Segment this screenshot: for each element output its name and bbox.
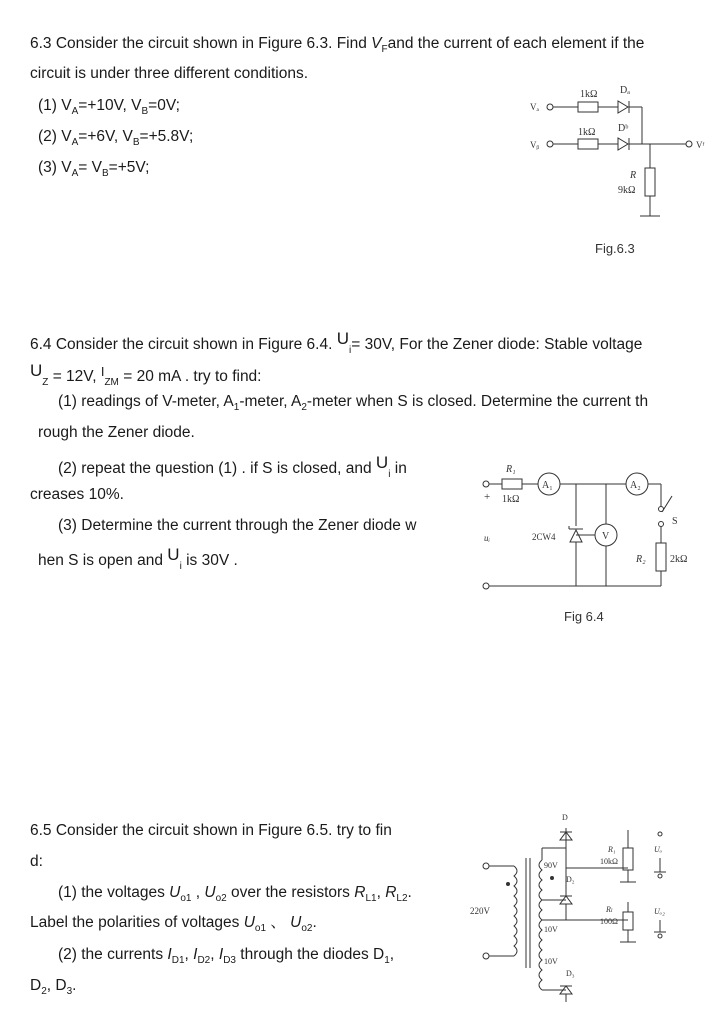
p64-line-2: $U_Z = 12V$, $^I_{ZM}$ = 20 mA . try to find: [30,361,262,389]
p65-line-4: Label the polarities of voltages $U_{o1}$ 、 $U_{o2}$. [30,914,317,935]
fig64-a2-label: A₂ [630,480,641,491]
fig63-da-label: Dₐ [620,85,630,96]
p63-line-1: 6.3 Consider the circuit shown in Figure 6.3. Find $V_Fand$ the current of each element if the [30,35,645,56]
p65-line-5: (2) the currents $I_{D1}$, $I_{D2}$, $I_{D3}$ through the diodes $D_1$, [58,946,395,967]
fig64-plus-label: + [484,491,491,503]
p65-line-6: $D_2$, $D_3$. [30,977,77,998]
figure-6-4-circuit [476,458,706,598]
fig63-va-label: Vₐ [530,102,539,112]
p65-line-3: (1) the voltages $U_{o1}$ , $U_{o2}$ over the resistors $R_{L1}$, $R_{L2}$. [58,884,412,905]
fig64-r1-label: R₁ [506,464,516,475]
p63-condition-2: (2) $V_A=+6V$, $V_B=+5.8V$; [38,128,194,149]
fig64-v-label: V [602,531,610,542]
fig65-rl2-label: Rₗ [606,905,613,914]
fig65-dot-secondary [550,876,554,880]
p64-line-4: rough the Zener diode. [38,424,195,441]
fig64-zener-label: 2CW4 [532,532,556,542]
fig65-dot-primary [506,882,510,886]
fig65-rl2-value: 100Ω [600,917,618,926]
p63-condition-3: (3) $V_A= V_B=+5V$; [38,159,150,180]
p63-line-2: circuit is under three different conditions. [30,65,309,82]
fig64-r2-label: R₂ [636,554,646,565]
fig65-rl1-label: R₁ [608,845,616,854]
p65-line-1: 6.5 Consider the circuit shown in Figure 6.5. try to fin [30,822,392,839]
figure-6-5-circuit [462,808,692,1008]
fig65-d2-label: D₂ [566,875,575,884]
figure-6-3-caption: Fig.6.3 [595,241,635,256]
fig65-rl1-value: 10kΩ [600,857,618,866]
fig65-v10b-label: 10V [544,957,558,966]
p64-line-1: 6.4 Consider the circuit shown in Figure 6.4. $U_i= 30V$, For the Zener diode: Stable voltage [30,329,643,357]
fig64-s-label: S [672,516,678,527]
fig64-r2-value: 2kΩ [670,554,688,565]
fig65-d3-label: D₃ [566,969,575,978]
fig63-db-label: Dᵇ [618,123,629,134]
fig65-v90-label: 90V [544,861,558,870]
fig64-a1-label: A₁ [542,480,553,491]
figure-6-4-caption: Fig 6.4 [564,609,604,624]
fig65-v10a-label: 10V [544,925,558,934]
p64-line-6: creases 10%. [30,486,124,503]
fig63-r1-label: 1kΩ [580,89,598,100]
fig63-vf-label: Vᶠ [696,140,705,150]
p64-line-3: (1) readings of V-meter, $A_1$-meter, $A_2$-meter when S is closed. Determine the current th [58,393,649,414]
fig63-r2-label: 1kΩ [578,127,596,138]
p63-condition-1: (1) $V_A=+10V$, $V_B=0V$; [38,97,180,118]
fig63-r-label: R [630,170,637,181]
p64-line-5: (2) repeat the question (1) . if S is closed, and $U_i$ in [58,453,407,481]
fig64-ui-label: uᵢ [484,533,490,543]
fig65-uo1-label: Uₒ [654,845,663,854]
fig65-v220-label: 220V [470,906,490,916]
fig63-vb-label: Vᵦ [530,140,540,150]
fig65-uo2-label: Uₒ₂ [654,907,665,916]
figure-6-3-circuit [526,80,716,230]
fig64-r1-value: 1kΩ [502,494,520,505]
fig63-r-value: 9kΩ [618,185,636,196]
fig65-d1-label: D [562,813,568,822]
p65-line-2: d: [30,853,43,870]
p64-line-7: (3) Determine the current through the Zener diode w [58,517,417,534]
p64-line-8: hen S is open and $U_i$ is 30V . [38,545,238,573]
